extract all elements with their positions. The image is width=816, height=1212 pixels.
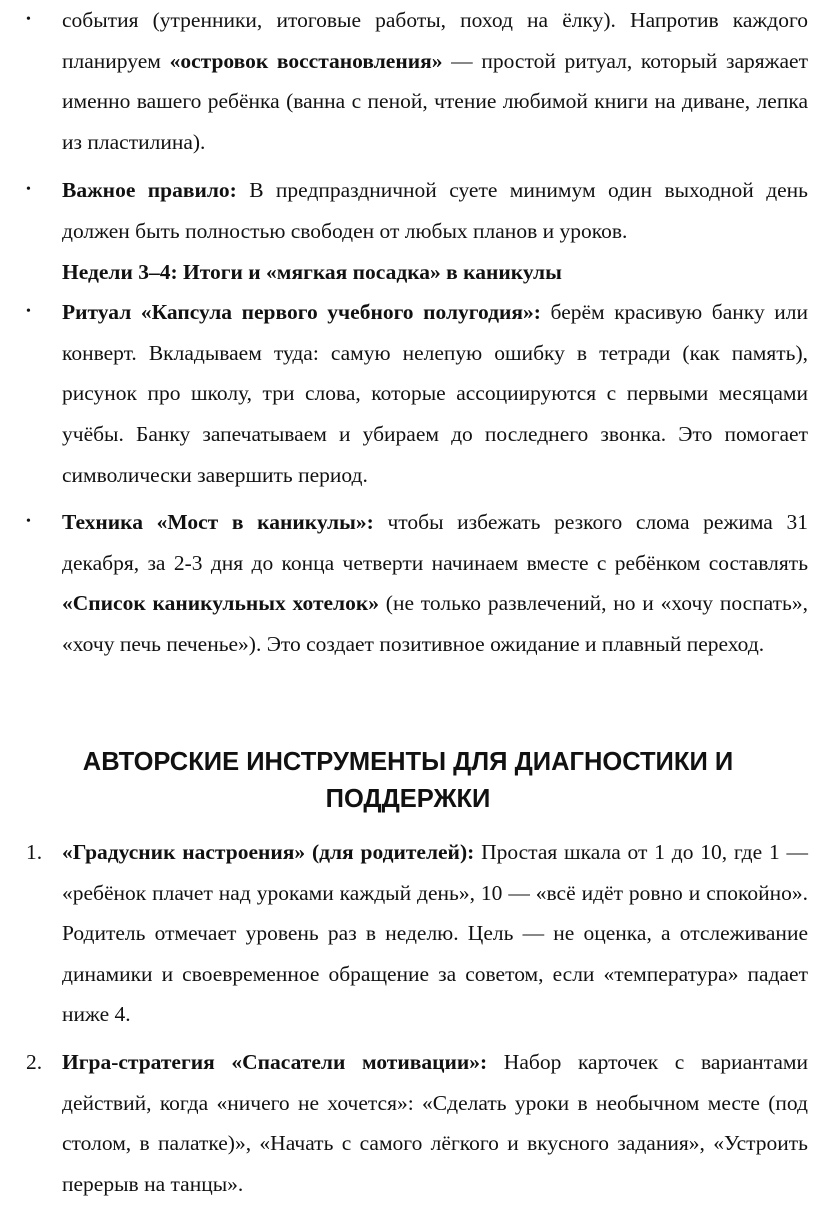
list-item [0, 832, 816, 1035]
list-number: 1. [26, 840, 43, 864]
bullet-marker: • [26, 304, 31, 320]
item-text: события (утренники, итоговые работы, поход на ёлку). Напротив каждого планируем [62, 8, 808, 73]
section-title-line: АВТОРСКИЕ ИНСТРУМЕНТЫ ДЛЯ ДИАГНОСТИКИ И [82, 748, 734, 776]
section-title-line: ПОДДЕРЖКИ [325, 785, 491, 813]
list-item [0, 502, 816, 664]
item-bold-term: Ритуал «Капсула первого учебного полугодия»: [62, 300, 541, 325]
item-bold-term: Важное правило: [62, 178, 237, 203]
bullet-marker: • [26, 514, 31, 530]
list-item [0, 1042, 816, 1204]
week-heading: Недели 3–4: Итоги и «мягкая посадка» в каникулы [62, 259, 562, 284]
bullet-marker: • [26, 182, 31, 198]
bullet-marker: • [26, 12, 31, 27]
item-bold-term: «Градусник настроения» (для родителей): [62, 840, 475, 864]
item-bold-term: «Список каникульных хотелок» [62, 591, 380, 616]
section-title [0, 744, 816, 818]
item-text: — простой ритуал, который заряжает именно вашего ребёнка (ванна с пеной, чтение любимой книги на диване, лепка из пластилина). [62, 48, 808, 154]
item-text: (не только развлечений, но и «хочу поспать», «хочу печь печенье»). Это создает позитивное ожидание и плавный переход. [62, 591, 808, 656]
list-number: 2. [26, 1049, 43, 1074]
item-text: В предпраздничной суете минимум один выходной день должен быть полностью свободен от любых планов и уроков. [62, 178, 808, 243]
item-text: берём красивую банку или конверт. Вкладываем туда: самую нелепую ошибку в тетради (как память), рисунок про школу, три слова, которые ассоциируются с первыми месяцами учёбы. Банку запечатываем и убираем до последнего звонка. Это помогает символически завершить период. [62, 300, 809, 487]
item-bold-term: Техника «Мост в каникулы»: [62, 510, 374, 535]
list-item [0, 292, 816, 495]
list-item [0, 170, 816, 251]
item-bold-term: «островок восстановления» [169, 48, 443, 73]
item-text: Набор карточек с вариантами действий, когда «ничего не хочется»: «Сделать уроки в необычном месте (под столом, в палатке)», «Начать с самого лёгкого и вкусного задания», «Устроить перерыв на танцы». [62, 1049, 808, 1196]
list-item [0, 0, 816, 162]
numbered-list-tools [0, 832, 816, 1204]
item-bold-term: Игра-стратегия «Спасатели мотивации»: [62, 1049, 488, 1074]
item-text: Простая шкала от 1 до 10, где 1 — «ребёнок плачет над уроками каждый день», 10 — «всё идёт ровно и спокойно». Родитель отмечает уровень раз в неделю. Цель — не оценка, а отслеживание динамики и своевременное обращение за советом, если «температура» падает ниже 4. [62, 840, 808, 1027]
item-text: чтобы избежать резкого слома режима 31 декабря, за 2-3 дня до конца четверти начинаем вместе с ребёнком составлять [62, 510, 808, 575]
